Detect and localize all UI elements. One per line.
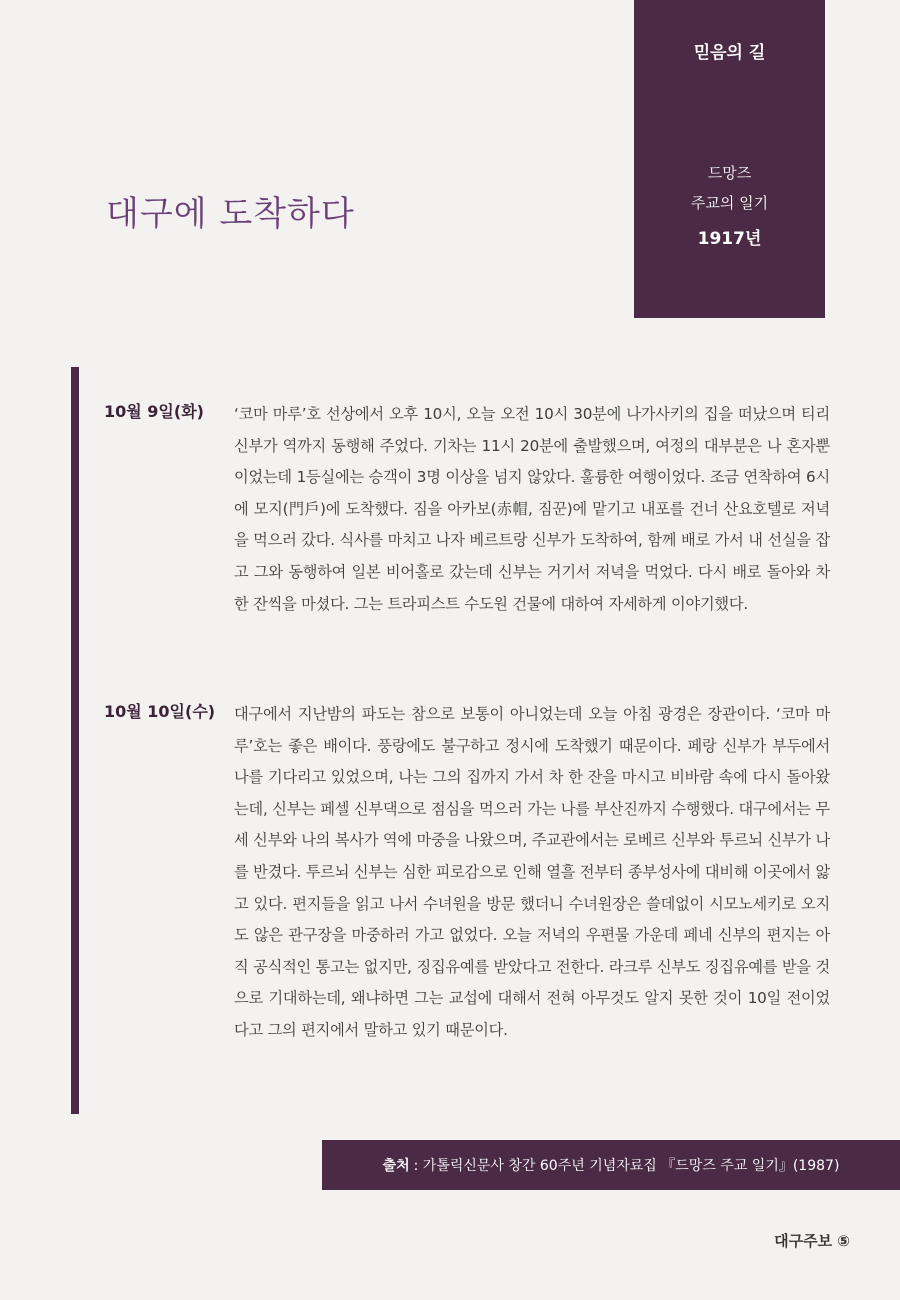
vertical-accent-bar <box>71 367 79 1114</box>
entry-text: ‘코마 마루’호 선상에서 오후 10시, 오늘 오전 10시 30분에 나가사키의 집을 떠났으며 티리 신부가 역까지 동행해 주었다. 기차는 11시 20분에 출발했으며, 여정의 대부분은 나 혼자뿐이었는데 1등실에는 승객이 3명 이상을 넘지 않았다. 훌륭한 여행이었다. 조금 연착하여 6시에 모지(門戶)에 도착했다. 짐을 아카보(赤帽, 짐꾼)에 맡기고 내포를 건너 산요호텔로 저녁을 먹으러 갔다. 식사를 마치고 나자 베르트랑 신부가 도착하여, 함께 배로 가서 내 선실을 잡고 그와 동행하여 일본 비어홀로 갔는데 신부는 거기서 저녁을 먹었다. 다시 배로 돌아와 차 한 잔씩을 마셨다. 그는 트라피스트 수도원 건물에 대하여 자세하게 이야기했다. <box>234 405 830 613</box>
source-citation-bar <box>322 1140 900 1190</box>
series-name: 믿음의 길 <box>693 43 766 63</box>
entry-text: 대구에서 지난밤의 파도는 참으로 보통이 아니었는데 오늘 아침 광경은 장관이다. ‘코마 마루’호는 좋은 배이다. 풍랑에도 불구하고 정시에 도착했기 때문이다. 페랑 신부가 부두에서 나를 기다리고 있었으며, 나는 그의 집까지 가서 차 한 잔을 마시고 비바람 속에 다시 돌아왔는데, 신부는 페셀 신부댁으로 점심을 먹으러 가는 나를 부산진까지 수행했다. 대구에서는 무세 신부와 나의 복사가 역에 마중을 나왔으며, 주교관에서는 로베르 신부와 투르뇌 신부가 나를 반겼다. 투르뇌 신부는 심한 피로감으로 인해 열흘 전부터 종부성사에 대비해 이곳에서 앓고 있다. 편지들을 읽고 나서 수녀원을 방문 했더니 수녀원장은 쓸데없이 시모노세키로 오지도 않은 관구장을 마중하러 가고 없었다. 오늘 저녁의 우편물 가운데 페네 신부의 편지는 아직 공식적인 통고는 없지만, 징집유예를 받았다고 전한다. 라크루 신부도 징집유예를 받을 것으로 기대하는데, 왜냐하면 그는 교섭에 대해서 전혀 아무것도 알지 못한 것이 10일 전이었다고 그의 편지에서 말하고 있기 때문이다. <box>234 705 830 1039</box>
entry-date: 10월 9일(화) <box>104 402 204 421</box>
subtitle-diary: 주교의 일기 <box>690 194 769 212</box>
source-label: 출처 <box>382 1158 410 1174</box>
subtitle-author: 드망즈 <box>707 164 752 182</box>
subtitle-year: 1917년 <box>697 229 762 249</box>
entry-date: 10월 10일(수) <box>104 702 216 721</box>
publication-footer: 대구주보 ⑤ <box>774 1232 850 1250</box>
series-tag-box <box>634 0 825 318</box>
page-title: 대구에 도착하다 <box>106 194 355 234</box>
source-text: : 가톨릭신문사 창간 60주년 기념자료집 『드망즈 주교 일기』(1987) <box>413 1158 840 1174</box>
